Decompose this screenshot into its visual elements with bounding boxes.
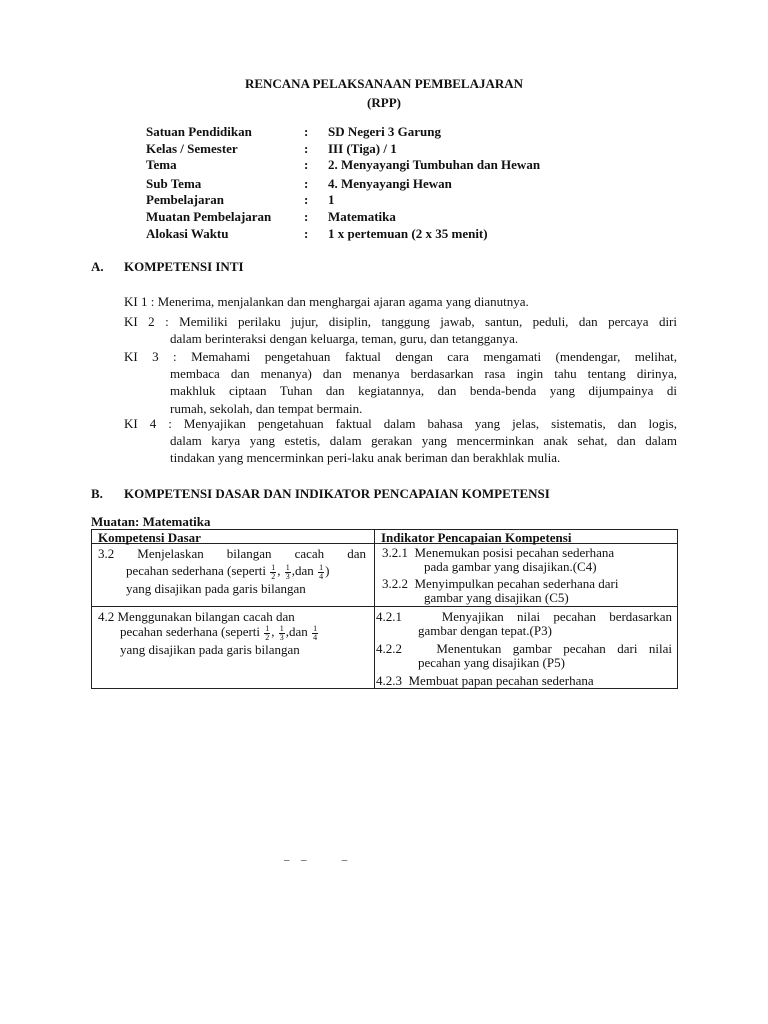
- footer-dashes: – – –: [284, 854, 350, 866]
- identity-label: Kelas / Semester: [146, 140, 238, 156]
- section-letter: B.: [91, 486, 103, 501]
- table-divider: [374, 530, 375, 688]
- ki-line: membaca dan menanya) dan menanya berdasarkan rasa ingin tahu tentang dirinya,: [170, 366, 677, 382]
- document-title: RENCANA PELAKSANAAN PEMBELAJARAN: [244, 76, 524, 91]
- indicator-text: Menyimpulkan pecahan sederhana dari: [414, 576, 619, 591]
- identity-colon: :: [304, 225, 309, 241]
- ki-line: KI 3 : Memahami pengetahuan faktual dengan cara mengamati (mendengar, melihat,: [124, 349, 677, 364]
- ki-4: [124, 415, 677, 467]
- indicator-4-2-3: [376, 674, 672, 688]
- denominator: 3: [285, 571, 290, 581]
- ki-1: [124, 293, 677, 310]
- table-divider: [92, 606, 677, 607]
- numerator: 1: [271, 562, 276, 572]
- column-header-kd: Kompetensi Dasar: [98, 530, 201, 545]
- numerator: 1: [265, 623, 270, 633]
- fraction-third: [279, 625, 285, 642]
- fraction-quarter: [318, 564, 324, 581]
- ki-line: KI 1 : Menerima, menjalankan dan menghargai ajaran agama yang dianutnya.: [124, 294, 529, 309]
- indicator-number: 3.2.2: [382, 576, 408, 591]
- section-letter: A.: [91, 259, 104, 274]
- kd-line: [98, 563, 366, 581]
- indicator-text: Menemukan posisi pecahan sederhana: [414, 545, 615, 560]
- fraction-half: [264, 625, 270, 642]
- indicator-text: Menentukan gambar pecahan dari nilai: [436, 641, 673, 656]
- ki-3: [124, 348, 677, 417]
- kd-line: 4.2 Menggunakan bilangan cacah dan: [98, 609, 295, 624]
- ki-line: tindakan yang mencerminkan peri-laku anak beriman dan berakhlak mulia.: [170, 450, 561, 466]
- identity-value: SD Negeri 3 Garung: [328, 124, 442, 139]
- identity-value: Matematika: [328, 208, 396, 224]
- denominator: 2: [265, 632, 270, 642]
- kd-4-2: [98, 609, 366, 657]
- numerator: 1: [313, 623, 318, 633]
- denominator: 4: [319, 571, 324, 581]
- kd-line: [98, 624, 366, 642]
- identity-colon: :: [304, 175, 309, 191]
- indicator-text: pada gambar yang disajikan.(C4): [424, 559, 597, 574]
- denominator: 3: [279, 632, 284, 642]
- identity-colon: :: [304, 157, 309, 173]
- ki-line: dalam berinteraksi dengan keluarga, teman, guru, dan tetangganya.: [170, 331, 519, 347]
- competency-table: [91, 529, 678, 689]
- numerator: 1: [279, 623, 284, 633]
- identity-value: 1 x pertemuan (2 x 35 menit): [328, 225, 488, 241]
- kd-text: pecahan sederhana (seperti: [120, 624, 261, 639]
- numerator: 1: [285, 562, 290, 572]
- identity-label: Pembelajaran: [146, 192, 224, 208]
- identity-colon: :: [304, 192, 309, 208]
- indicator-3-2-1: [382, 546, 672, 574]
- section-b-heading: [91, 486, 550, 502]
- fraction-third: [285, 564, 291, 581]
- identity-value: 1: [328, 192, 335, 208]
- indicator-number: 3.2.1: [382, 545, 408, 560]
- subject-label: Muatan: Matematika: [91, 514, 211, 529]
- numerator: 1: [319, 562, 324, 572]
- identity-value: 4. Menyayangi Hewan: [328, 175, 452, 191]
- kd-line: 3.2 Menjelaskan bilangan cacah dan: [98, 546, 366, 561]
- ki-line: makhluk ciptaan Tuhan dan kegiatannya, dan benda-benda yang dijumpainya di: [170, 383, 677, 399]
- identity-label: Alokasi Waktu: [146, 225, 229, 241]
- indicator-text: gambar yang disajikan (C5): [424, 590, 569, 605]
- document-subtitle: (RPP): [367, 95, 401, 110]
- indicator-3-2-2: [382, 577, 672, 605]
- identity-label: Satuan Pendidikan: [146, 124, 252, 139]
- denominator: 4: [313, 632, 318, 642]
- section-title: KOMPETENSI DASAR DAN INDIKATOR PENCAPAIAN KOMPETENSI: [124, 486, 550, 501]
- kd-text: ,: [271, 624, 275, 639]
- ki-line: rumah, sekolah, dan tempat bermain.: [170, 400, 363, 416]
- indicator-number: 4.2.1: [376, 609, 402, 624]
- ki-line: KI 4 : Menyajikan pengetahuan faktual dalam bahasa yang jelas, sistematis, dan logis,: [124, 416, 677, 431]
- identity-label: Tema: [146, 157, 177, 173]
- indicator-text: pecahan yang disajikan (P5): [418, 655, 565, 670]
- kd-3-2: [98, 546, 366, 596]
- kd-text: ,dan: [291, 563, 314, 578]
- indicator-4-2-1: [376, 610, 672, 638]
- kd-text: ): [325, 563, 330, 578]
- kd-text: pecahan sederhana (seperti: [126, 563, 267, 578]
- ki-2: [124, 313, 677, 347]
- kd-line: yang disajikan pada garis bilangan: [126, 580, 306, 596]
- identity-label: Sub Tema: [146, 175, 202, 191]
- identity-colon: :: [304, 124, 309, 139]
- kd-line: yang disajikan pada garis bilangan: [120, 641, 300, 657]
- identity-colon: :: [304, 208, 309, 224]
- column-header-indicator: Indikator Pencapaian Kompetensi: [381, 530, 572, 545]
- section-a-heading: [91, 259, 244, 275]
- indicator-text: gambar dengan tepat.(P3): [418, 623, 552, 638]
- section-title: KOMPETENSI INTI: [124, 259, 244, 274]
- ki-line: KI 2 : Memiliki perilaku jujur, disiplin, tanggung jawab, santun, peduli, dan percaya diri: [124, 314, 677, 329]
- fraction-half: [270, 564, 276, 581]
- identity-value: III (Tiga) / 1: [328, 140, 397, 156]
- indicator-text: Menyajikan nilai pecahan berdasarkan: [441, 609, 673, 624]
- kd-text: ,: [277, 563, 281, 578]
- identity-colon: :: [304, 140, 309, 156]
- indicator-4-2-2: [376, 642, 672, 670]
- identity-label: Muatan Pembelajaran: [146, 208, 272, 224]
- indicator-number: 4.2.2: [376, 641, 402, 656]
- denominator: 2: [271, 571, 276, 581]
- kd-text: ,dan: [285, 624, 308, 639]
- indicator-text: Membuat papan pecahan sederhana: [408, 673, 594, 688]
- indicator-number: 4.2.3: [376, 673, 402, 688]
- fraction-quarter: [312, 625, 318, 642]
- identity-value: 2. Menyayangi Tumbuhan dan Hewan: [328, 157, 541, 173]
- ki-line: dalam karya yang estetis, dalam gerakan yang mencerminkan anak sehat, dan dalam: [170, 433, 677, 449]
